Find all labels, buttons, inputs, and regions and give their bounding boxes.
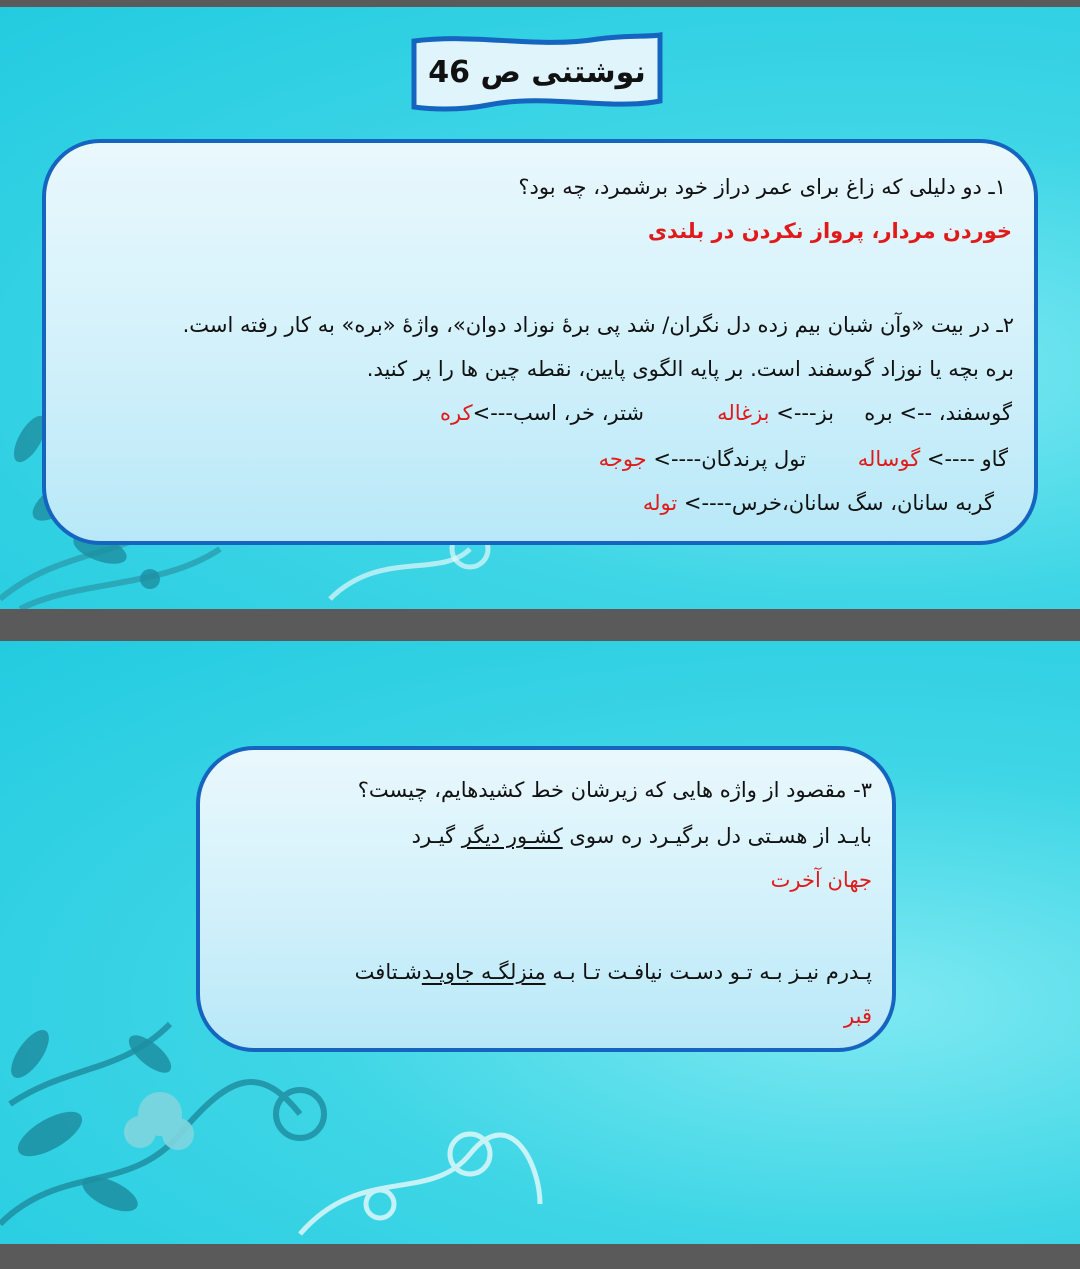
verse-text: پـدرم نیـز بـه تـو دسـت نیافـت تـا بـه [552,960,872,984]
pattern-prefix: گربه سانان، سگ سانان،خرس----> [683,491,994,515]
pattern-answer: توله [642,491,678,515]
pattern-row-2-col-1 [858,447,1008,471]
question-3: ۳- مقصود از واژه هایی که زیرشان خط کشیدهایم، چیست؟ [357,778,872,802]
pattern-row-1-col-1: گوسفند، --> بره [864,401,1012,425]
pattern-prefix: گاو ----> [926,447,1008,471]
pattern-answer: بزغاله [717,401,770,425]
verse-text: شـتافت [354,960,422,984]
pattern-answer: کره [440,401,473,425]
verse-1 [200,824,872,848]
page-title: نوشتنی ص 46 [428,54,646,90]
answer-3b: قبر [844,1004,872,1028]
pattern-row-1-col-3 [440,401,644,425]
verse-text: بایـد از هسـتی دل برگیـرد ره سوی [569,824,872,848]
underlined-phrase: کشـور دیگر [461,824,563,848]
pattern-prefix: بز---> [776,401,834,425]
pattern-row-3-col-1 [643,491,994,515]
question-2-line-2: بره بچه یا نوزاد گوسفند است. بر پایه الگوی پایین، نقطه چین ها را پر کنید. [366,357,1014,381]
question-2-line-1: ۲ـ در بیت «وآن شبان بیم زده دل نگران/ شد پی برهٔ نوزاد دوان»، واژهٔ «بره» به کار رفته است. [182,313,1014,337]
answer-3a: جهان آخرت [770,868,872,892]
pattern-answer: گوساله [857,447,921,471]
verse-text: گیـرد [411,824,456,848]
pattern-answer: جوجه [598,447,647,471]
slide-1 [0,7,1080,609]
question-1: ۱ـ دو دلیلی که زاغ برای عمر دراز خود برشمرد، چه بود؟ [518,175,1006,199]
pattern-row-2-col-2 [599,447,806,471]
question-card-3 [196,746,896,1052]
pattern-prefix: تول پرندگان----> [653,447,806,471]
pattern-row-1-col-2 [717,401,834,425]
verse-2 [200,960,872,984]
underlined-phrase: منزلگـه جاویـد [421,960,546,984]
answer-1: خوردن مردار، پرواز نکردن در بلندی [647,219,1012,243]
pattern-prefix: شتر، خر، اسب---> [472,401,644,425]
slide-2 [0,641,1080,1244]
question-card-1 [42,139,1038,545]
